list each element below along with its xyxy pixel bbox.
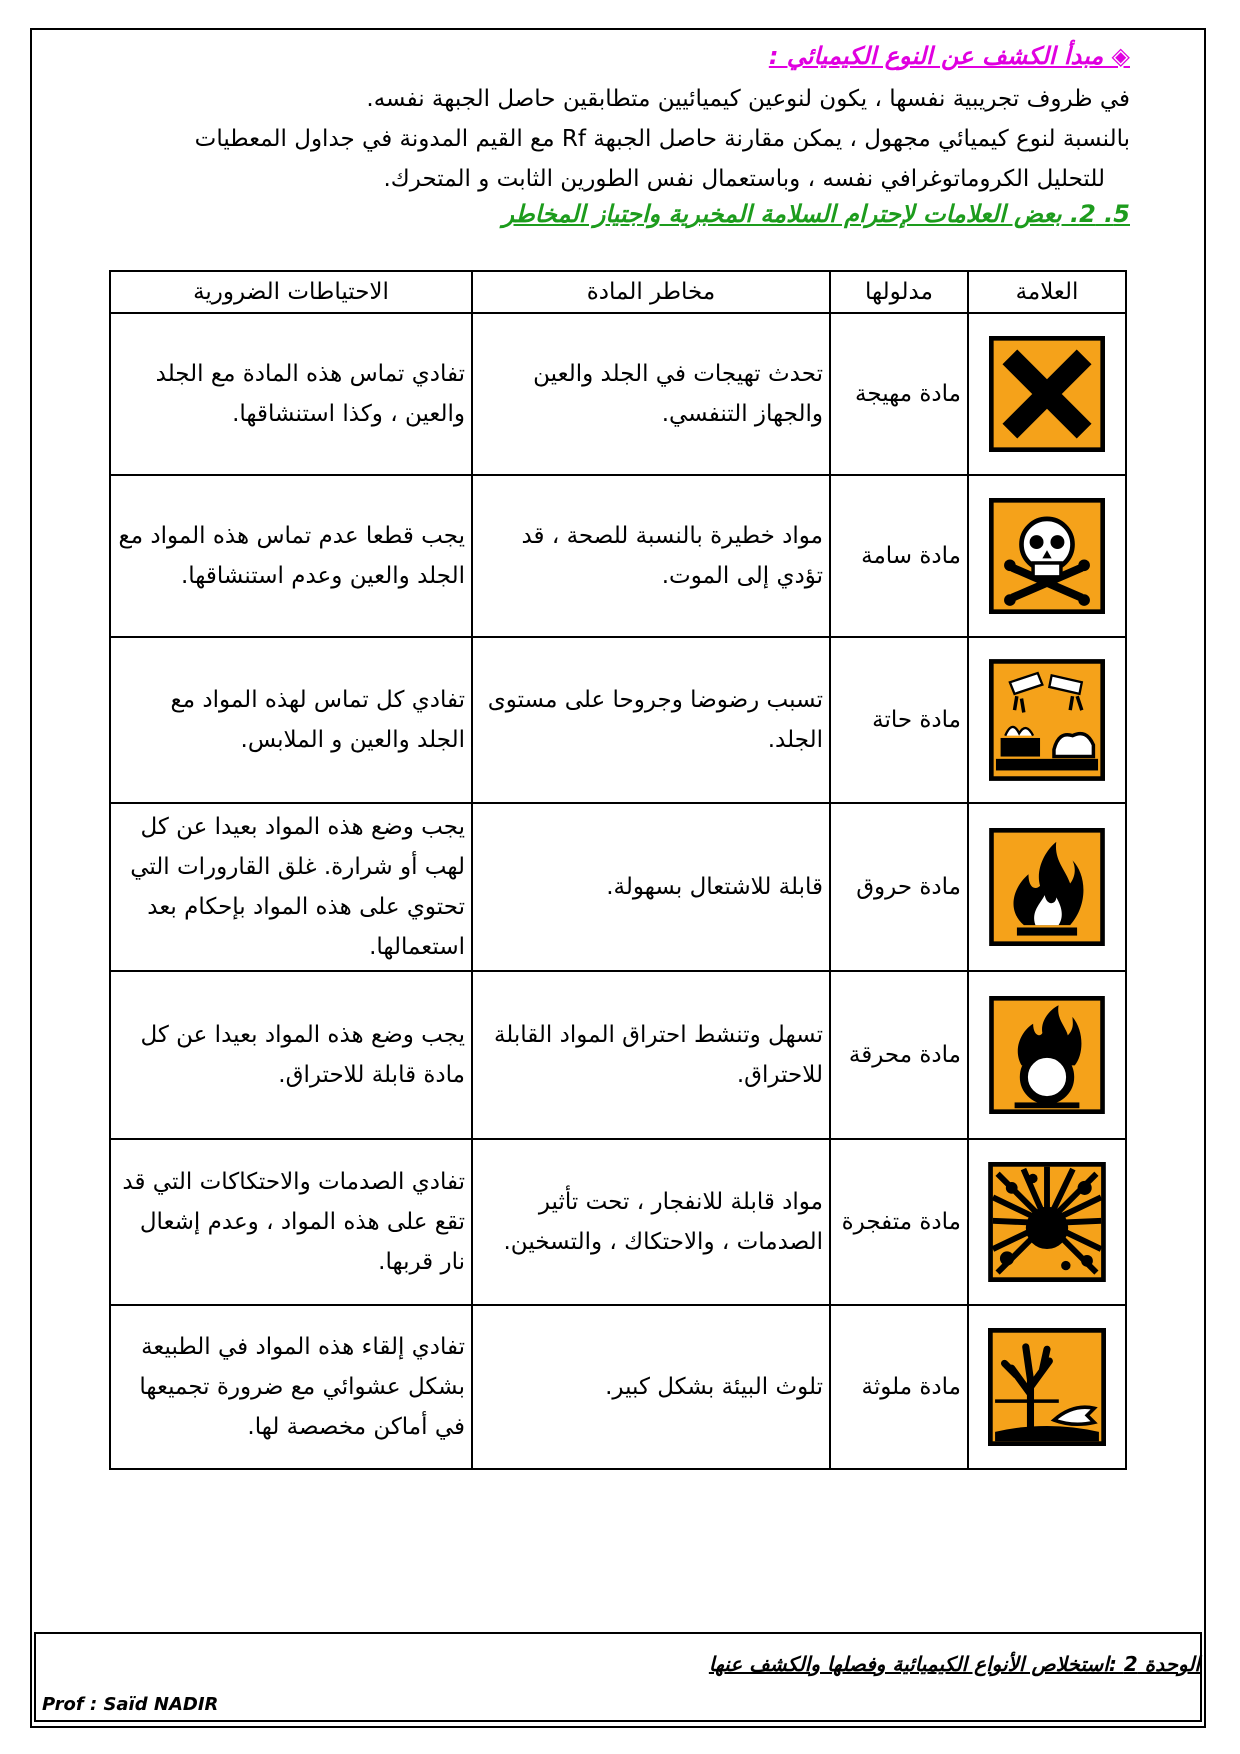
precaution-cell: تفادي الصدمات والاحتكاكات التي قد تقع على هذه المواد ، وعدم إشعال نار قربها. (110, 1139, 472, 1305)
meaning-cell: مادة محرقة (830, 971, 968, 1139)
footer-author: Prof : Saïd NADIR (42, 1694, 219, 1715)
meaning-cell: مادة سامة (830, 475, 968, 637)
meaning-cell: مادة حروق (830, 803, 968, 971)
sign-cell (968, 313, 1126, 475)
irritant-cross-icon (989, 336, 1105, 452)
sign-cell (968, 1305, 1126, 1469)
precaution-cell: يجب قطعا عدم تماس هذه المواد مع الجلد والعين وعدم استنشاقها. (110, 475, 472, 637)
risk-cell: تحدث تهيجات في الجلد والعين والجهاز التنفسي. (472, 313, 830, 475)
table-row (110, 971, 1126, 1139)
sign-cell (968, 475, 1126, 637)
table-row (110, 1139, 1126, 1305)
section-heading: 5. 2. بعض العلامات لإحترام السلامة المخبرية واجتياز المخاطر (502, 200, 1130, 228)
precaution-cell: تفادي تماس هذه المادة مع الجلد والعين ، وكذا استنشاقها. (110, 313, 472, 475)
intro-line-2: بالنسبة لنوع كيميائي مجهول ، يمكن مقارنة حاصل الجبهة Rf مع القيم المدونة في جداول المعطيات (194, 126, 1130, 152)
table-row (110, 1305, 1126, 1469)
safety-signs-table (109, 270, 1127, 1470)
header-sign: العلامة (968, 271, 1126, 313)
risk-cell: قابلة للاشتعال بسهولة. (472, 803, 830, 971)
flammable-flame-icon (989, 828, 1105, 946)
precaution-cell: تفادي إلقاء هذه المواد في الطبيعة بشكل عشوائي مع ضرورة تجميعها في أماكن مخصصة لها. (110, 1305, 472, 1469)
table-row (110, 313, 1126, 475)
header-precaution: الاحتياطات الضرورية (110, 271, 472, 313)
environment-hazard-icon (988, 1328, 1106, 1446)
toxic-skull-icon (989, 498, 1105, 614)
header-risk: مخاطر المادة (472, 271, 830, 313)
table-row (110, 803, 1126, 971)
footer-unit-title: الوحدة 2 :استخلاص الأنواع الكيميائية وفصلها والكشف عنها (708, 1652, 1200, 1676)
intro-line-3: للتحليل الكروماتوغرافي نفسه ، وباستعمال نفس الطورين الثابت و المتحرك. (383, 166, 1105, 192)
risk-cell: مواد قابلة للانفجار ، تحت تأثير الصدمات ، والاحتكاك ، والتسخين. (472, 1139, 830, 1305)
risk-cell: مواد خطيرة بالنسبة للصحة ، قد تؤدي إلى الموت. (472, 475, 830, 637)
table-row (110, 637, 1126, 803)
meaning-cell: مادة ملوثة (830, 1305, 968, 1469)
table-header-row (110, 271, 1126, 313)
sign-cell (968, 637, 1126, 803)
sign-cell (968, 971, 1126, 1139)
sign-cell (968, 1139, 1126, 1305)
meaning-cell: مادة حاتة (830, 637, 968, 803)
corrosive-icon (989, 659, 1105, 781)
sign-cell (968, 803, 1126, 971)
risk-cell: تسهل وتنشط احتراق المواد القابلة للاحتراق. (472, 971, 830, 1139)
meaning-cell: مادة مهيجة (830, 313, 968, 475)
explosive-icon (988, 1162, 1106, 1282)
precaution-cell: يجب وضع هذه المواد بعيدا عن كل لهب أو شرارة. غلق القارورات التي تحتوي على هذه المواد بإحكام بعد استعمالها. (110, 803, 472, 971)
table-row (110, 475, 1126, 637)
principle-heading: ◈ مبدأ الكشف عن النوع الكيميائي : (768, 42, 1130, 70)
intro-line-1: في ظروف تجريبية نفسها ، يكون لنوعين كيميائيين متطابقين حاصل الجبهة نفسه. (366, 86, 1130, 112)
header-meaning: مدلولها (830, 271, 968, 313)
precaution-cell: تفادي كل تماس لهذه المواد مع الجلد والعين و الملابس. (110, 637, 472, 803)
risk-cell: تسبب رضوضا وجروحا على مستوى الجلد. (472, 637, 830, 803)
precaution-cell: يجب وضع هذه المواد بعيدا عن كل مادة قابلة للاحتراق. (110, 971, 472, 1139)
risk-cell: تلوث البيئة بشكل كبير. (472, 1305, 830, 1469)
meaning-cell: مادة متفجرة (830, 1139, 968, 1305)
oxidizing-flame-circle-icon (989, 996, 1105, 1114)
